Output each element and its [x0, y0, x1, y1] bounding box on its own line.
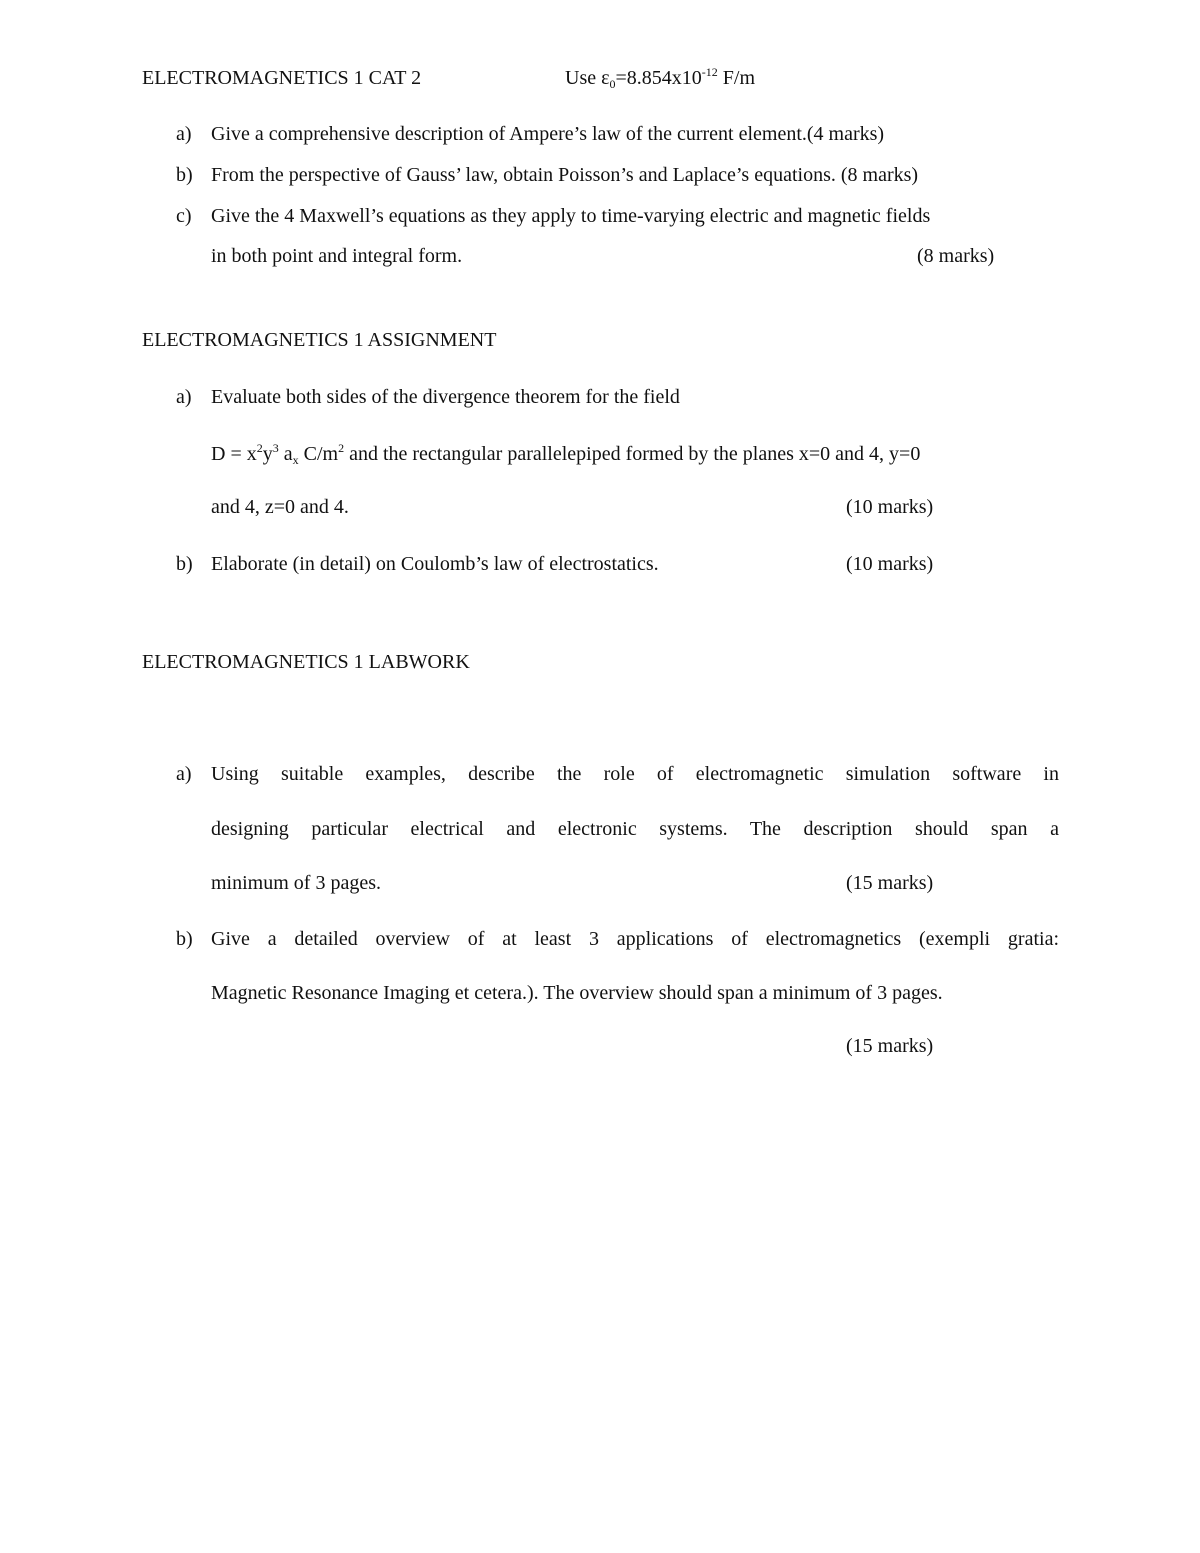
labwork-question-a-marks: (15 marks) — [846, 872, 934, 894]
cat2-question-b-text: From the perspective of Gauss’ law, obtain Poisson’s and Laplace’s equations. (8 marks) — [211, 164, 919, 186]
labwork-question-b-marks: (15 marks) — [846, 1035, 934, 1057]
labwork-question-b-marker: b) — [176, 928, 193, 950]
labwork-question-b-line2: Magnetic Resonance Imaging et cetera.). The overview should span a minimum of 3 pages. — [211, 982, 943, 1004]
constant-value: =8.854x10 — [615, 67, 702, 89]
equation-exponent-y: 3 — [272, 441, 279, 455]
constant-exponent: -12 — [701, 65, 718, 79]
assignment-question-a-line3: and 4, z=0 and 4. — [211, 496, 349, 518]
cat2-title: ELECTROMAGNETICS 1 CAT 2 — [142, 67, 422, 89]
cat2-question-c-line1: Give the 4 Maxwell’s equations as they apply to time-varying electric and magnetic fields — [211, 205, 931, 227]
equation-unit: C/m — [298, 443, 339, 465]
labwork-question-a-line3: minimum of 3 pages. — [211, 872, 381, 894]
labwork-question-b-line1: Give a detailed overview of at least 3 applications of electromagnetics (exempli gratia: — [211, 928, 1059, 950]
equation-unit-exponent: 2 — [338, 441, 345, 455]
assignment-question-a-marker: a) — [176, 386, 192, 408]
equation-y: y — [262, 443, 273, 465]
assignment-question-a-line1: Evaluate both sides of the divergence theorem for the field — [211, 386, 680, 408]
assignment-question-b-marks: (10 marks) — [846, 553, 934, 575]
cat2-question-a-marker: a) — [176, 123, 192, 145]
constant-prefix: Use ε — [565, 67, 610, 89]
equation-unit-vector-subscript: x — [292, 453, 299, 467]
constant-subscript: 0 — [609, 77, 616, 91]
equation-unit-vector: a — [278, 443, 293, 465]
assignment-question-b-marker: b) — [176, 553, 193, 575]
equation-exponent-x: 2 — [256, 441, 263, 455]
labwork-title: ELECTROMAGNETICS 1 LABWORK — [142, 651, 470, 673]
cat2-question-b-marker: b) — [176, 164, 193, 186]
cat2-question-a-text: Give a comprehensive description of Ampere’s law of the current element.(4 marks) — [211, 123, 885, 145]
constant-unit: F/m — [717, 67, 756, 89]
assignment-question-a-marks: (10 marks) — [846, 496, 934, 518]
assignment-question-b-text: Elaborate (in detail) on Coulomb’s law of electrostatics. — [211, 553, 659, 575]
assignment-title: ELECTROMAGNETICS 1 ASSIGNMENT — [142, 329, 497, 351]
equation-rest: and the rectangular parallelepiped formed by the planes x=0 and 4, y=0 — [344, 443, 921, 465]
cat2-question-c-marker: c) — [176, 205, 192, 227]
permittivity-constant — [565, 66, 755, 90]
cat2-question-c-marks: (8 marks) — [917, 245, 995, 267]
labwork-question-a-line1: Using suitable examples, describe the role of electromagnetic simulation software in — [211, 763, 1059, 785]
assignment-question-a-equation — [211, 442, 920, 466]
labwork-question-a-marker: a) — [176, 763, 192, 785]
cat2-question-c-line2: in both point and integral form. — [211, 245, 463, 267]
labwork-question-a-line2: designing particular electrical and electronic systems. The description should span a — [211, 818, 1059, 840]
equation-d: D = x — [211, 443, 257, 465]
